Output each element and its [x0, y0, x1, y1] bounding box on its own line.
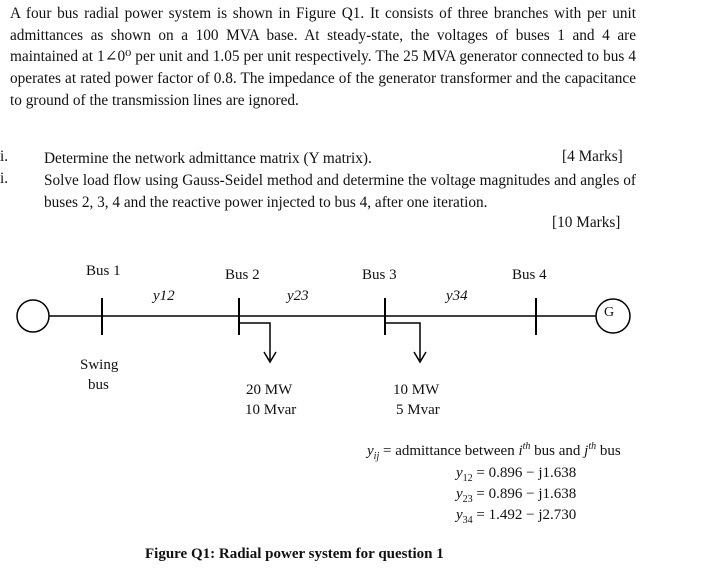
swing-label-1: Swing	[80, 357, 119, 373]
figure-caption: Figure Q1: Radial power system for question 1	[145, 546, 444, 562]
y34-symbol: y	[456, 507, 463, 523]
definition-i: i	[518, 443, 523, 459]
part-1-marks: [4 Marks]	[562, 148, 623, 165]
load-2-q: 5 Mvar	[396, 402, 440, 418]
definition-th-2: th	[588, 441, 597, 452]
y34-number: = 1.492 − j2.730	[472, 507, 577, 523]
bus-3-label: Bus 3	[362, 267, 397, 283]
line-12-label: y12	[153, 288, 175, 304]
part-1-text: Determine the network admittance matrix (Y matrix).	[44, 150, 372, 167]
part-2-number: i.	[0, 170, 9, 187]
bus-4-label: Bus 4	[512, 267, 547, 283]
bus-1-label: Bus 1	[86, 263, 121, 279]
part-2-text: Solve load flow using Gauss-Seidel method and determine the voltage magnitudes and angles of buses 2, 3, 4 and the reactive power injected to bus 4, after one iteration.	[44, 172, 636, 211]
y23-value	[456, 486, 576, 505]
part-1-number: i.	[0, 148, 9, 165]
load-1-q: 10 Mvar	[245, 402, 297, 418]
admittance-definition	[367, 441, 621, 462]
definition-symbol: y	[367, 443, 374, 459]
line-34-label: y34	[446, 288, 468, 304]
y12-subscript: 12	[462, 473, 473, 484]
y23-number: = 0.896 − j1.638	[472, 486, 577, 502]
definition-subscript: ij	[373, 451, 380, 462]
problem-paragraph: A four bus radial power system is shown in Figure Q1. It consists of three branches with per unit admittances as shown on a 100 MVA base. At steady-state, the voltages of buses 1 and 4 are maintained at 1∠0⁰ per unit and 1.05 per unit respectively. The 25 MVA generator connected to bus 4 operates at rated power factor of 0.8. The impedance of the generator transformer and the capacitance to ground of the transmission lines are ignored.	[10, 5, 636, 109]
definition-th-1: th	[522, 441, 531, 452]
part-2-marks: [10 Marks]	[552, 214, 621, 231]
swing-label-2: bus	[88, 377, 109, 393]
load-1-p: 20 MW	[246, 382, 293, 398]
definition-bus-and: bus and	[530, 443, 585, 459]
y12-symbol: y	[456, 465, 463, 481]
load-2-p: 10 MW	[393, 382, 440, 398]
y34-value	[456, 507, 576, 526]
y12-number: = 0.896 − j1.638	[472, 465, 577, 481]
y23-symbol: y	[456, 486, 463, 502]
line-23-label: y23	[287, 288, 309, 304]
generator-label: G	[604, 305, 615, 320]
y12-value	[456, 465, 576, 484]
swing-source-symbol	[17, 300, 49, 332]
y34-subscript: 34	[462, 515, 473, 526]
y23-subscript: 23	[462, 494, 473, 505]
definition-mid: = admittance between	[379, 443, 519, 459]
definition-j: j	[584, 443, 589, 459]
definition-bus-end: bus	[596, 443, 621, 459]
bus-2-label: Bus 2	[225, 267, 260, 283]
